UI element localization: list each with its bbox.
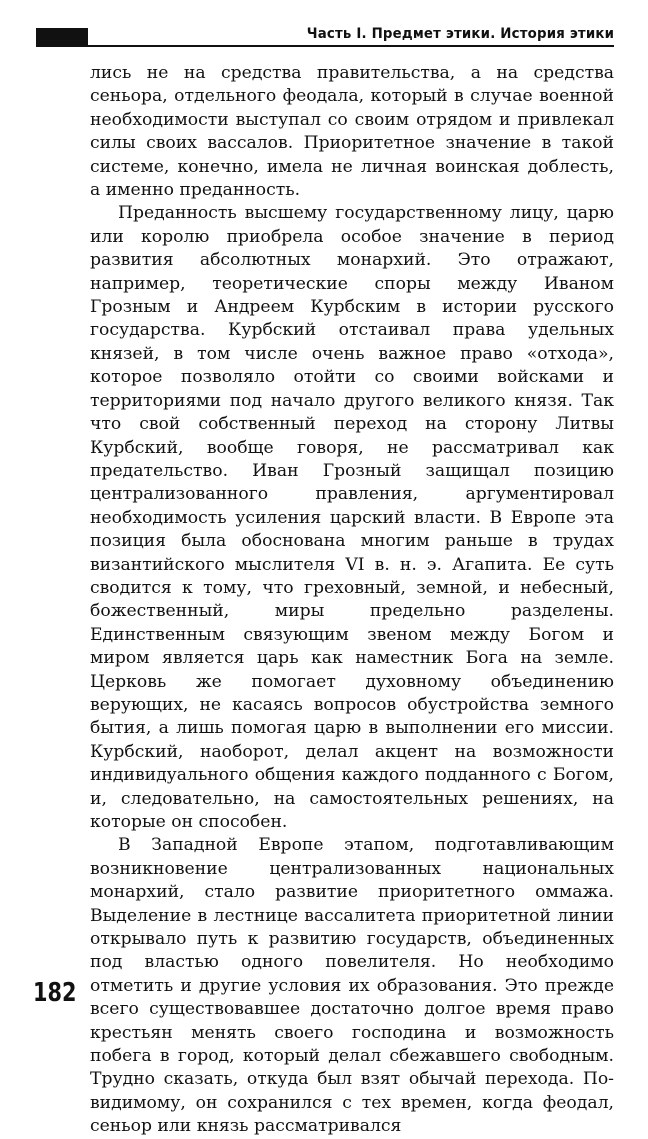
body-text	[90, 62, 614, 1139]
paragraph: Преданность высшему государственному лицу, царю или королю приобрела особое значение в период развития абсолютных монархий. Это отражают, например, теоретические споры между Иваном Грозным и Андреем Курбским в истории русского государства. Курбский отстаивал права удельных князей, в том числе очень важное право «отхода», которое позволяло отойти со своими войсками и территориями под начало другого великого князя. Так что свой собственный переход на сторону Литвы Курбский, вообще говоря, не рассматривал как предательство. Иван Грозный защищал позицию централизованного правления, аргументировал необходимость усиления царский власти. В Европе эта позиция была обоснована многим раньше в трудах византийского мыслителя VI в. н. э. Агапита. Ее суть сводится к тому, что греховный, земной, и небесный, божественный, миры предельно разделены. Единственным связующим звеном между Богом и миром является царь как наместник Бога на земле. Церковь же помогает духовному объединению верующих, не касаясь вопросов обустройства земного бытия, а лишь помогая царю в выполнении его миссии. Курбский, наоборот, делал акцент на возможности индивидуального общения каждого подданного с Богом, и, следовательно, на самостоятельных решениях, на которые он способен.	[90, 203, 614, 832]
header-rule	[36, 45, 614, 47]
page-number: 182	[33, 978, 77, 1008]
running-header: Часть I. Предмет этики. История этики	[306, 26, 614, 42]
paragraph-continued: лись не на средства правительства, а на средства сеньора, отдельного феодала, который в случае военной необходимости выступал со своим отрядом и привлекал силы своих вассалов. Приоритетное значение в такой системе, конечно, имела не личная воинская доблесть, а именно преданность.	[90, 63, 614, 201]
header-black-bar	[36, 28, 88, 46]
paragraph: В Западной Европе этапом, подготавливающим возникновение централизованных национальных монархий, стало развитие приоритетного оммажа. Выделение в лестнице вассалитета приоритетной линии открывало путь к развитию государств, объединенных под властью одного повелителя. Но необходимо отметить и другие условия их образования. Это прежде всего существовавшее достаточно долгое время право крестьян менять своего господина и возможность побега в город, который делал сбежавшего свободным. Трудно сказать, откуда был взят обычай перехода. По-видимому, он сохранился с тех времен, когда феодал, сеньор или князь рассматривался	[90, 835, 614, 1137]
